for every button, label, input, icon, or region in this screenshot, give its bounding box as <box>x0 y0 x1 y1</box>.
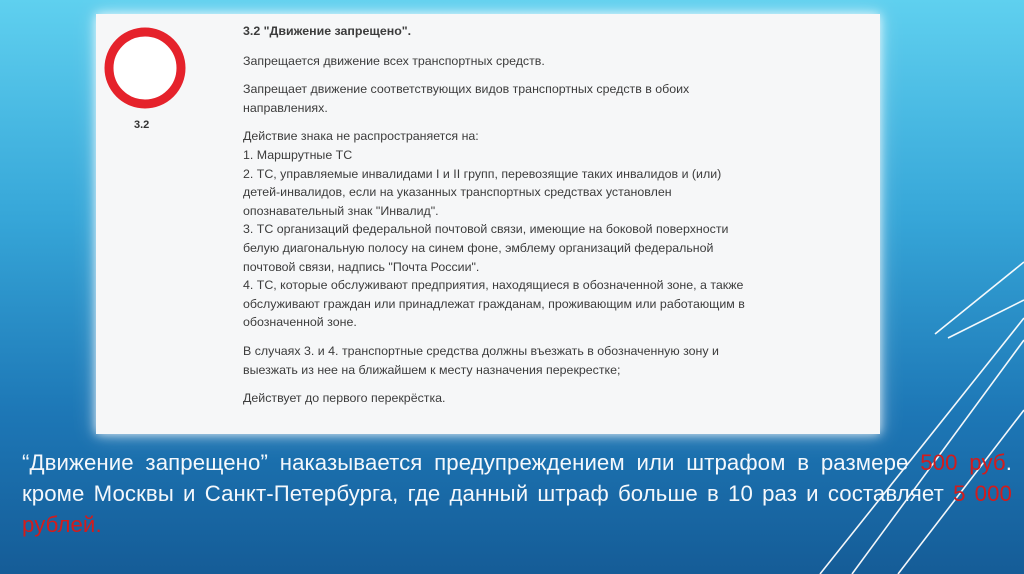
sign-description <box>243 22 803 418</box>
text-line: почтовой связи, надпись "Почта России". <box>243 259 480 274</box>
text-line: опознавательный знак "Инвалид". <box>243 203 439 218</box>
text-line: направлениях. <box>243 100 328 115</box>
caption-text: . кроме Москвы и Санкт-Петербурга, где данный штраф больше в 10 раз и составляет <box>22 450 1012 506</box>
text-line: Действие знака не распространяется на: <box>243 129 479 144</box>
text-line: Действует до первого перекрёстка. <box>243 391 446 406</box>
text-line: белую диагональную полосу на синем фоне, эмблему организаций федеральной <box>243 240 714 255</box>
caption-text: “Движение запрещено” наказывается предупреждением или штрафом в размере <box>22 450 921 475</box>
text-line: Запрещается движение всех транспортных средств. <box>243 53 545 68</box>
text-line: Запрещает движение соответствующих видов транспортных средств в обоих <box>243 82 690 97</box>
sign-title: 3.2 "Движение запрещено". <box>243 24 412 38</box>
text-line: обслуживают граждан или принадлежат гражданам, проживающим или работающим в <box>243 296 745 311</box>
sign-code-label: 3.2 <box>134 119 150 131</box>
paragraph-1 <box>243 52 803 71</box>
text-line: 4. ТС, которые обслуживают предприятия, находящиеся в обозначенной зоне, а также <box>243 278 744 293</box>
paragraph-5 <box>243 389 803 408</box>
no-vehicles-sign-icon <box>104 27 186 109</box>
paragraph-4 <box>243 342 803 379</box>
text-line: обозначенной зоне. <box>243 315 357 330</box>
deco-line-1 <box>935 262 1024 334</box>
fine-amount-moscow-spb: 5 000 рублей <box>22 481 1013 537</box>
paragraph-2 <box>243 80 803 117</box>
deco-line-2 <box>948 300 1024 338</box>
text-line: выезжать из нее на ближайшем к месту назначения перекрестке; <box>243 362 621 377</box>
caption-period: . <box>95 512 102 537</box>
text-line: В случаях 3. и 4. транспортные средства должны въезжать в обозначенную зону и <box>243 343 719 358</box>
text-line: детей-инвалидов, если на указанных транспортных средствах установлен <box>243 185 672 200</box>
fine-amount-regular: 500 руб <box>920 450 1006 475</box>
text-line: 1. Маршрутные ТС <box>243 147 353 162</box>
text-line: 3. ТС организаций федеральной почтовой связи, имеющие на боковой поверхности <box>243 222 729 237</box>
paragraph-exceptions <box>243 127 803 332</box>
text-line: 2. ТС, управляемые инвалидами I и II групп, перевозящие таких инвалидов и (или) <box>243 166 722 181</box>
fine-caption <box>22 447 1012 540</box>
